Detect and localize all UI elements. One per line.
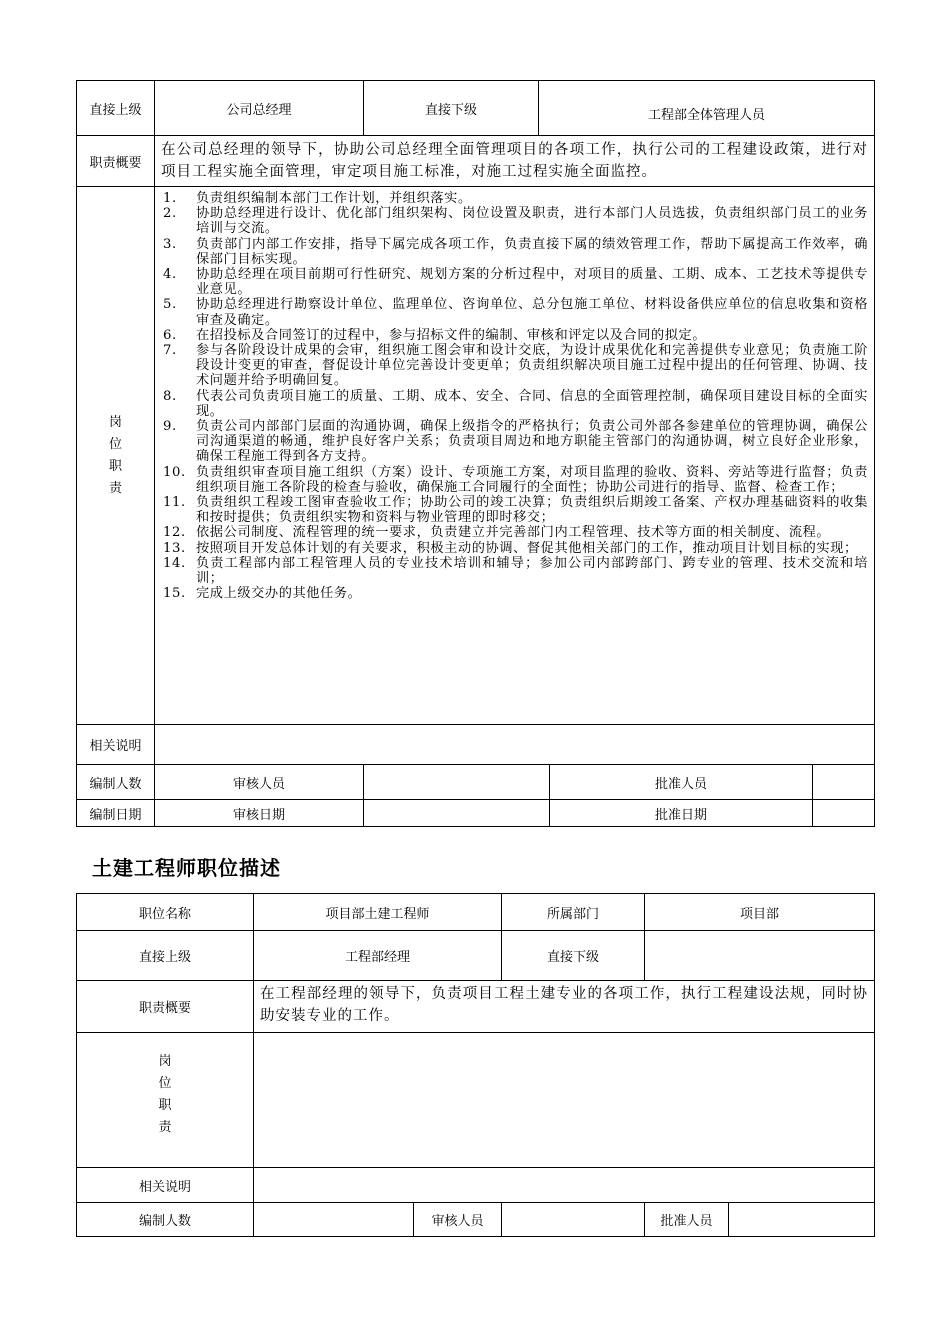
dept-value: 项目部	[645, 894, 875, 931]
superior-value: 工程部经理	[254, 931, 502, 981]
summary-label: 职责概要	[77, 981, 254, 1033]
duties-cell	[155, 187, 875, 725]
compiler-label: 编制人数	[77, 765, 155, 800]
superior-value: 公司总经理	[155, 81, 364, 136]
dept-label: 所属部门	[502, 894, 645, 931]
duties-cell	[254, 1033, 875, 1168]
job-description-table-1	[76, 80, 875, 827]
compile-date-label: 编制日期	[77, 800, 155, 827]
summary-text: 在工程部经理的领导下，负责项目工程土建专业的各项工作，执行工程建设法规，同时协助安装专业的工作。	[254, 981, 875, 1033]
notes-value	[254, 1168, 875, 1203]
reviewer-value	[502, 1203, 645, 1237]
summary-label: 职责概要	[77, 136, 155, 187]
review-date-value	[364, 800, 550, 827]
position-label: 职位名称	[77, 894, 254, 931]
list-item: 1. 负责组织编制本部门工作计划，并组织落实。	[163, 191, 472, 206]
list-item: 6. 在招投标及合同签订的过程中，参与招标文件的编制、审核和评定以及合同的拟定。	[163, 327, 707, 343]
list-item: 5. 协助总经理进行勘察设计单位、监理单位、咨询单位、总分包施工单位、材料设备供应单位的信息收集和资格审查及确定。	[163, 297, 869, 328]
subordinate-value: 工程部全体管理人员	[539, 81, 875, 136]
approver-value	[813, 765, 875, 800]
list-item: 12. 依据公司制度、流程管理的统一要求，负责建立并完善部门内工程管理、技术等方面的相关制度、流程。	[163, 525, 831, 541]
list-item: 9. 负责公司内部部门层面的沟通协调，确保上级指令的严格执行；负责公司外部各参建单位的管理协调，确保公司沟通渠道的畅通，维护良好客户关系；负责项目周边和地方职能主管部门的沟通协调，树立良好企业形象，确保工程施工得到各方支持。	[163, 419, 869, 465]
compiler-label: 编制人数	[77, 1203, 254, 1237]
position-value: 项目部土建工程师	[254, 894, 502, 931]
list-item: 8. 代表公司负责项目施工的质量、工期、成本、安全、合同、信息的全面管理控制，确保项目建设目标的全面实现。	[163, 388, 869, 419]
list-item: 13. 按照项目开发总体计划的有关要求，积极主动的协调、督促其他相关部门的工作，推动项目计划目标的实现；	[163, 540, 858, 556]
section-title: 土建工程师职位描述	[92, 856, 281, 880]
duties-label: 岗 位 职 责	[77, 1033, 254, 1168]
list-item: 7. 参与各阶段设计成果的会审，组织施工图会审和设计交底，为设计成果优化和完善提供专业意见；负责施工阶段设计变更的审查，督促设计单位完善设计变更单；负责组织解决项目施工过程中提出的任何管理、协调、技术问题并给予明确回复。	[163, 343, 869, 389]
approver-value	[729, 1203, 875, 1237]
reviewer-label: 审核人员	[155, 765, 364, 800]
list-item: 14. 负责工程部内部工程管理人员的专业技术培训和辅导；参加公司内部跨部门、跨专业的管理、技术交流和培训；	[163, 555, 869, 587]
list-item: 11. 负责组织工程竣工图审查验收工作；协助公司的竣工决算；负责组织后期竣工备案、产权办理基础资料的收集和按时提供；负责组织实物和资料与物业管理的即时移交；	[163, 495, 869, 526]
compiler-value	[254, 1203, 414, 1237]
reviewer-label: 审核人员	[414, 1203, 502, 1237]
list-item: 10. 负责组织审查项目施工组织（方案）设计、专项施工方案，对项目监理的验收、资料、旁站等进行监督；负责组织项目施工各阶段的检查与验收，确保施工合同履行的全面性；协助公司进行的指导、监督、检查工作；	[163, 464, 869, 495]
approve-date-value	[813, 800, 875, 827]
subordinate-label: 直接下级	[502, 931, 645, 981]
approver-label: 批准人员	[550, 765, 813, 800]
duties-label: 岗 位 职 责	[77, 187, 155, 725]
list-item: 3. 负责部门内部工作安排，指导下属完成各项工作，负责直接下属的绩效管理工作，帮助下属提高工作效率，确保部门目标实现。	[163, 236, 869, 267]
summary-text: 在公司总经理的领导下，协助公司总经理全面管理项目的各项工作，执行公司的工程建设政策，进行对项目工程实施全面管理，审定项目施工标准，对施工过程实施全面监控。	[155, 136, 875, 187]
duties-list	[155, 191, 874, 601]
superior-label: 直接上级	[77, 81, 155, 136]
superior-label: 直接上级	[77, 931, 254, 981]
subordinate-value	[645, 931, 875, 981]
reviewer-value	[364, 765, 550, 800]
job-description-table-2	[76, 893, 875, 1237]
approver-label: 批准人员	[645, 1203, 729, 1237]
notes-label: 相关说明	[77, 725, 155, 765]
notes-value	[155, 725, 875, 765]
notes-label: 相关说明	[77, 1168, 254, 1203]
list-item: 2. 协助总经理进行设计、优化部门组织架构、岗位设置及职责，进行本部门人员选拔，负责组织部门员工的业务培训与交流。	[163, 206, 869, 237]
list-item: 4. 协助总经理在项目前期可行性研究、规划方案的分析过程中，对项目的质量、工期、成本、工艺技术等提供专业意见。	[163, 267, 869, 298]
subordinate-label: 直接下级	[364, 81, 539, 136]
approve-date-label: 批准日期	[550, 800, 813, 827]
review-date-label: 审核日期	[155, 800, 364, 827]
list-item: 15. 完成上级交办的其他任务。	[163, 586, 362, 602]
